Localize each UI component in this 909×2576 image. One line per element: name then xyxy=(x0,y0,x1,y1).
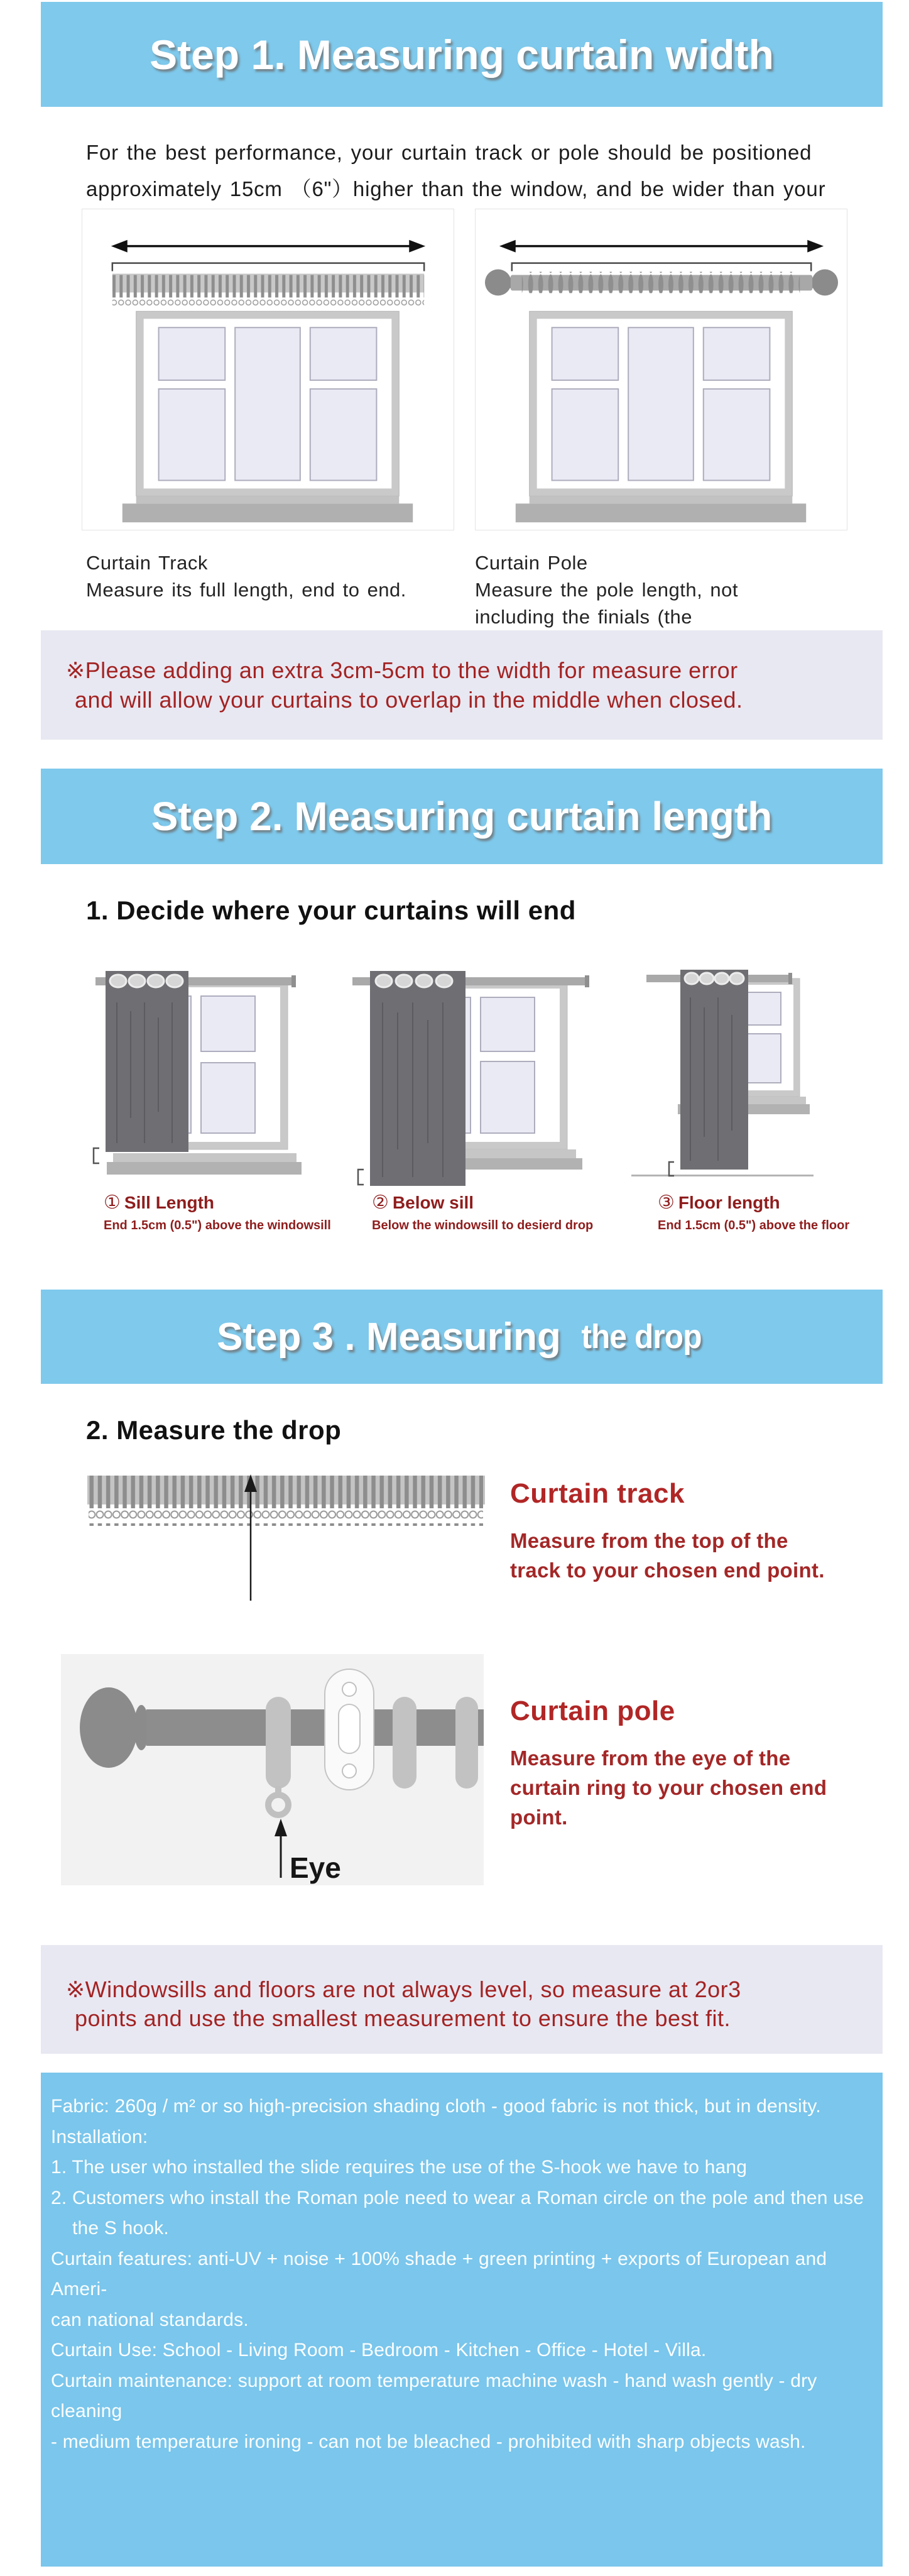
curtain-pole-text xyxy=(510,1696,827,1832)
curtain-track-text xyxy=(510,1478,825,1585)
below-sill-illustration xyxy=(349,967,600,1188)
option-floor-length xyxy=(631,967,849,1235)
option-below-sill xyxy=(349,967,600,1235)
step1-note xyxy=(41,630,883,740)
step1-intro-line1: For the best performance, your curtain track or pole should be positioned xyxy=(86,141,812,164)
curtain-track-instructions: Measure from the top of the track to your chosen end point. xyxy=(510,1529,825,1582)
measure-drop-track xyxy=(0,1472,909,1654)
step3-note-line2: points and use the smallest measurement to ensure the best fit. xyxy=(75,2005,731,2031)
curtain-track-drop-illustration xyxy=(87,1472,486,1607)
step1-note-line2: and will allow your curtains to overlap in the middle when closed. xyxy=(75,687,743,713)
curtain-track-window-diagram xyxy=(82,209,454,530)
step1-banner-title: Step 1. Measuring curtain width xyxy=(150,31,774,78)
window-panes xyxy=(552,327,770,480)
floor-line xyxy=(631,1175,814,1176)
finial-left xyxy=(485,270,511,296)
info-features: Curtain features: anti-UV + noise + 100% shade + green printing + exports of European and Ameri- xyxy=(51,2248,827,2299)
step2-banner xyxy=(41,769,883,864)
curtain-track-caption-body: Measure its full length, end to end. xyxy=(86,579,406,601)
option3-number: ③ xyxy=(658,1192,675,1213)
sill-length-illustration xyxy=(88,967,314,1188)
step1-captions xyxy=(86,549,909,630)
measure-mark xyxy=(358,1170,364,1185)
curtain-pole-window-illustration xyxy=(476,209,847,530)
option1-title: Sill Length xyxy=(124,1193,215,1212)
curtain-track-title: Curtain track xyxy=(510,1478,685,1509)
windowsill-step xyxy=(136,496,400,503)
step1-note-line1: ※Please adding an extra 3cm-5cm to the width for measure error xyxy=(66,657,738,683)
info-features-2: can national standards. xyxy=(51,2309,249,2330)
windowsill xyxy=(122,503,413,522)
option-sill-length xyxy=(88,967,331,1235)
track-bracket-line xyxy=(112,263,424,271)
step3-heading: 2. Measure the drop xyxy=(86,1415,342,1445)
info-maintenance: Curtain maintenance: support at room temperature machine wash - hand wash gently - dry cleaning xyxy=(51,2370,817,2421)
curtain-track-caption-title: Curtain Track xyxy=(86,552,208,574)
curtain-track-window-illustration xyxy=(82,209,454,530)
info-installation: Installation: xyxy=(51,2126,148,2147)
info-fabric: Fabric: 260g / m² or so high-precision shading cloth - good fabric is not thick, but in density. xyxy=(51,2096,821,2117)
curtain-length-options xyxy=(0,967,909,1253)
option2-description: Below the windowsill to desierd drop xyxy=(372,1219,594,1232)
option1-description: End 1.5cm (0.5") above the windowsill xyxy=(104,1219,331,1232)
measure-drop-pole xyxy=(0,1654,909,1885)
pole-bar xyxy=(146,1709,484,1746)
curtain-pole-title: Curtain pole xyxy=(510,1696,675,1726)
step1-intro-line2: approximately 15cm （6"）higher than the window, and be wider than your xyxy=(86,177,826,200)
product-info-box xyxy=(41,2073,883,2567)
step3-note xyxy=(41,1945,883,2054)
info-maintenance-2: - medium temperature ironing - can not be bleached - prohibited with sharp objects wash. xyxy=(51,2431,806,2452)
info-install-2: 2. Customers who install the Roman pole need to wear a Roman circle on the pole and then use xyxy=(51,2187,864,2208)
window-panes xyxy=(159,327,377,480)
curtain-pole-window-diagram xyxy=(475,209,847,530)
step1-banner xyxy=(41,2,883,107)
curtain-pole-caption xyxy=(475,549,738,630)
eye-label: Eye xyxy=(290,1851,341,1884)
option3-caption xyxy=(631,1192,849,1235)
windowsill xyxy=(516,503,806,522)
finial-right xyxy=(812,270,838,296)
step2-heading: 1. Decide where your curtains will end xyxy=(86,896,576,925)
info-install-2b: the S hook. xyxy=(72,2218,169,2239)
option2-number: ② xyxy=(372,1192,389,1213)
step3-banner-subtitle: the drop xyxy=(581,1318,702,1356)
step3-note-line1: ※Windowsills and floors are not always level, so measure at 2or3 xyxy=(66,1976,741,2002)
step2-banner-title: Step 2. Measuring curtain length xyxy=(151,794,773,839)
step1-intro xyxy=(86,134,871,207)
option1-number: ① xyxy=(104,1192,121,1213)
curtain-measuring-guide xyxy=(0,2,909,2567)
measure-mark xyxy=(669,1162,674,1176)
option3-description: End 1.5cm (0.5") above the floor xyxy=(658,1219,850,1232)
info-install-1: 1. The user who installed the slide requires the use of the S-hook we have to hang xyxy=(51,2157,748,2178)
windowsill-step xyxy=(530,496,793,503)
curtain-ring xyxy=(455,1697,478,1789)
measure-mark xyxy=(94,1148,99,1163)
curtain-pole-caption-title: Curtain Pole xyxy=(475,552,588,574)
curtain-pole-instructions: Measure from the eye of the curtain ring to your chosen end point. xyxy=(510,1746,827,1829)
option1-caption xyxy=(88,1192,331,1235)
curtain-track-caption xyxy=(86,549,475,630)
curtain-ring xyxy=(393,1697,416,1789)
step3-banner-title: Step 3 . Measuring xyxy=(217,1315,561,1359)
option2-title: Below sill xyxy=(392,1193,474,1212)
step1-diagrams xyxy=(82,209,909,530)
curtain-ring-with-eye xyxy=(266,1697,291,1789)
curtain-pole-drop-illustration xyxy=(61,1654,484,1885)
option2-caption xyxy=(349,1192,600,1235)
pole-finial xyxy=(80,1687,138,1768)
option3-title: Floor length xyxy=(678,1193,780,1212)
curtain-pole-caption-body: Measure the pole length, not including the finials (the xyxy=(475,579,738,628)
floor-length-illustration xyxy=(631,967,814,1188)
pole-bracket-line xyxy=(512,263,811,271)
info-use: Curtain Use: School - Living Room - Bedroom - Kitchen - Office - Hotel - Villa. xyxy=(51,2340,707,2360)
step3-banner xyxy=(41,1290,883,1384)
